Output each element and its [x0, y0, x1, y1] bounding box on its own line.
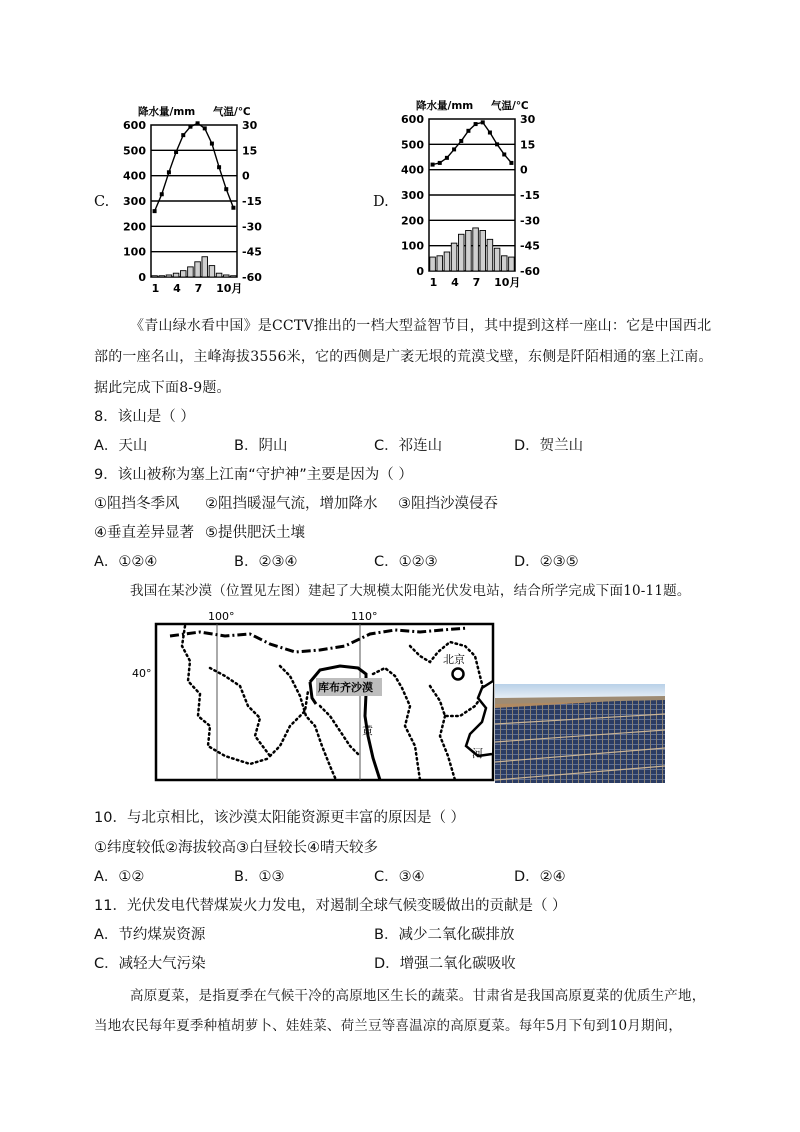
temperature-point: [160, 192, 164, 196]
left-tick-label: 0: [416, 265, 424, 278]
right-tick-label: 0: [242, 169, 250, 183]
q9-option-b[interactable]: B．②③④: [234, 554, 298, 570]
chart-d-right-ticks: [520, 113, 540, 278]
precip-bar: [166, 275, 172, 277]
temperature-point: [224, 187, 228, 191]
temperature-point: [452, 147, 456, 151]
temperature-point: [188, 125, 192, 129]
chart-c-bars: [152, 257, 236, 277]
right-tick-label: -60: [242, 271, 262, 284]
q9-item-1: ①阻挡冬季风: [94, 496, 180, 512]
q9-option-d[interactable]: D．②③⑤: [514, 554, 579, 570]
q9-item-3: ③阻挡沙漠侵吞: [398, 496, 498, 512]
right-tick-label: 15: [520, 138, 536, 152]
left-tick-label: 500: [401, 138, 424, 152]
chart-c-right-axis-title: 气温/℃: [213, 106, 251, 118]
right-tick-label: 30: [242, 119, 258, 132]
precip-bar: [216, 273, 222, 277]
precip-bar: [444, 252, 450, 271]
chart-d-left-ticks: [401, 113, 424, 278]
x-tick-label: 4: [451, 276, 459, 289]
left-tick-label: 200: [123, 220, 146, 234]
chart-d-gridlines: [429, 144, 515, 245]
temperature-point: [466, 129, 470, 133]
q9-item-2: ②阻挡暖湿气流，增加降水: [205, 496, 378, 512]
map-lon-110-label: 110°: [351, 610, 378, 623]
left-tick-label: 0: [138, 271, 146, 284]
x-tick-label: 1: [429, 276, 438, 289]
x-tick-label: 4: [173, 282, 181, 295]
passage3-line1: 高原夏菜，是指夏季在气候干冷的高原地区生长的蔬菜。甘肃省是我国高原夏菜的优质生产地，: [130, 988, 706, 1004]
left-tick-label: 100: [123, 245, 146, 259]
precip-bar: [195, 262, 201, 277]
q11-option-c[interactable]: C．减轻大气污染: [94, 956, 206, 972]
map-beijing-label: 北京: [443, 653, 465, 666]
precip-bar: [180, 271, 186, 277]
q11-stem: 11．光伏发电代替煤炭火力发电，对遏制全球气候变暖做出的贡献是（ ）: [94, 898, 567, 914]
precip-bar: [480, 230, 486, 271]
q10-option-b[interactable]: B．①③: [234, 869, 285, 885]
left-tick-label: 400: [123, 169, 146, 183]
precip-bar: [473, 228, 479, 271]
temperature-point: [210, 142, 214, 146]
left-tick-label: 300: [401, 189, 424, 202]
precip-bar: [188, 267, 194, 277]
precip-bar: [173, 273, 179, 277]
right-tick-label: -45: [242, 245, 262, 259]
precip-bar: [223, 275, 229, 277]
q11-option-a[interactable]: A．节约煤炭资源: [94, 927, 206, 943]
left-tick-label: 500: [123, 144, 146, 158]
temperature-point: [196, 121, 200, 125]
passage2: 我国在某沙漠（位置见左图）建起了大规模太阳能光伏发电站，结合所学完成下面10-11题。: [130, 583, 691, 599]
left-tick-label: 200: [401, 214, 424, 228]
temperature-point: [217, 165, 221, 169]
x-tick-label: 7: [194, 282, 203, 295]
temperature-point: [502, 152, 506, 156]
map-lon-100-label: 100°: [208, 610, 235, 623]
temperature-point: [495, 142, 499, 146]
chart-c-left-axis-title: 降水量/mm: [138, 106, 196, 118]
left-tick-label: 600: [401, 113, 424, 126]
temperature-point: [203, 126, 207, 130]
right-tick-label: -15: [242, 195, 262, 208]
map-river-he-label: 河: [472, 747, 483, 760]
precip-bar: [152, 276, 158, 277]
right-tick-label: 0: [520, 163, 528, 177]
right-tick-label: -30: [520, 214, 540, 228]
q9-stem: 9．该山被称为塞上江南“守护神”主要是因为（ ）: [94, 467, 413, 483]
passage1-line1: 《青山绿水看中国》是CCTV推出的一档大型益智节目，其中提到这样一座山：它是中国西北: [130, 318, 712, 334]
chart-d-bars: [430, 228, 514, 271]
passage3-line2: 当地农民每年夏季种植胡萝卜、娃娃菜、荷兰豆等喜温凉的高原夏菜。每年5月下旬到10月期间，: [94, 1018, 683, 1034]
x-tick-label: 7: [472, 276, 481, 289]
q8-stem: 8．该山是（ ）: [94, 409, 195, 425]
precip-bar: [501, 256, 507, 271]
left-tick-label: 300: [123, 195, 146, 208]
passage1-line2: 部的一座名山，主峰海拔3556米，它的西侧是广袤无垠的荒漠戈壁，东侧是阡陌相通的塞上江南。: [94, 349, 713, 365]
q8-option-c[interactable]: C．祁连山: [374, 438, 443, 454]
option-d-label: D.: [373, 194, 389, 210]
temperature-point: [509, 161, 513, 165]
solar-farm-photo: [495, 684, 665, 783]
climate-chart-c: [118, 100, 273, 296]
precip-bar: [494, 248, 500, 271]
temperature-point: [431, 163, 435, 167]
temperature-line: [433, 122, 512, 164]
option-c-label: C.: [94, 194, 110, 210]
temperature-point: [231, 206, 235, 210]
q9-item-5: ⑤提供肥沃土壤: [205, 525, 305, 541]
precip-bar: [451, 243, 457, 271]
chart-c-x-ticks: [152, 282, 243, 295]
temperature-point: [174, 150, 178, 154]
chart-d-left-axis-title: 降水量/mm: [416, 100, 474, 112]
q9-option-c[interactable]: C．①②③: [374, 554, 438, 570]
chart-d-x-ticks: [430, 276, 521, 289]
q8-option-b[interactable]: B．阴山: [234, 438, 288, 454]
map-lat-40-label: 40°: [132, 667, 152, 680]
temperature-point: [481, 120, 485, 124]
temperature-point: [181, 133, 185, 137]
q9-option-a[interactable]: A．①②④: [94, 554, 158, 570]
left-tick-label: 400: [401, 163, 424, 177]
chart-d-temp-line: [431, 120, 514, 166]
q11-option-d[interactable]: D．增强二氧化碳吸收: [374, 956, 516, 972]
right-tick-label: -30: [242, 220, 262, 234]
precip-bar: [466, 230, 472, 271]
map-desert-label: 库布齐沙漠: [318, 681, 373, 694]
precip-bar: [509, 257, 515, 271]
right-tick-label: 15: [242, 144, 258, 158]
desert-location-map: [130, 606, 495, 782]
left-tick-label: 600: [123, 119, 146, 132]
q10-option-d[interactable]: D．②④: [514, 869, 566, 885]
right-tick-label: -60: [520, 265, 540, 278]
map-river-huang-label: 黄: [362, 724, 373, 737]
q11-option-b[interactable]: B．减少二氧化碳排放: [374, 927, 515, 943]
chart-d-right-axis-title: 气温/℃: [491, 100, 529, 112]
precip-bar: [209, 266, 215, 277]
precip-bar: [231, 276, 237, 277]
chart-c-left-ticks: [123, 119, 146, 284]
precip-bar: [437, 256, 443, 271]
temperature-point: [153, 209, 157, 213]
x-tick-label: 10月: [494, 276, 521, 289]
chart-c-gridlines: [151, 150, 237, 251]
precip-bar: [430, 257, 436, 271]
q10-option-a[interactable]: A．①②: [94, 869, 145, 885]
q8-option-a[interactable]: A．天山: [94, 438, 148, 454]
precip-bar: [159, 276, 165, 277]
x-tick-label: 10月: [216, 282, 243, 295]
x-tick-label: 1: [151, 282, 160, 295]
precip-bar: [202, 257, 208, 277]
temperature-point: [488, 131, 492, 135]
temperature-point: [474, 122, 478, 126]
q10-stem: 10．与北京相比，该沙漠太阳能资源更丰富的原因是（ ）: [94, 810, 466, 826]
temperature-point: [438, 161, 442, 165]
q8-option-d[interactable]: D．贺兰山: [514, 438, 584, 454]
chart-c-temp-line: [153, 121, 236, 213]
q10-option-c[interactable]: C．③④: [374, 869, 425, 885]
chart-c-right-ticks: [242, 119, 262, 284]
temperature-point: [445, 156, 449, 160]
temperature-point: [459, 139, 463, 143]
climate-chart-d: [396, 94, 551, 290]
temperature-line: [155, 123, 234, 211]
q9-item-4: ④垂直差异显著: [94, 525, 194, 541]
precip-bar: [458, 234, 464, 271]
left-tick-label: 100: [401, 239, 424, 253]
temperature-point: [167, 170, 171, 174]
precip-bar: [487, 239, 493, 271]
right-tick-label: -15: [520, 189, 540, 202]
q10-items: ①纬度较低②海拔较高③白昼较长④晴天较多: [94, 840, 378, 856]
right-tick-label: 30: [520, 113, 536, 126]
right-tick-label: -45: [520, 239, 540, 253]
passage1-line3: 据此完成下面8-9题。: [94, 380, 231, 396]
